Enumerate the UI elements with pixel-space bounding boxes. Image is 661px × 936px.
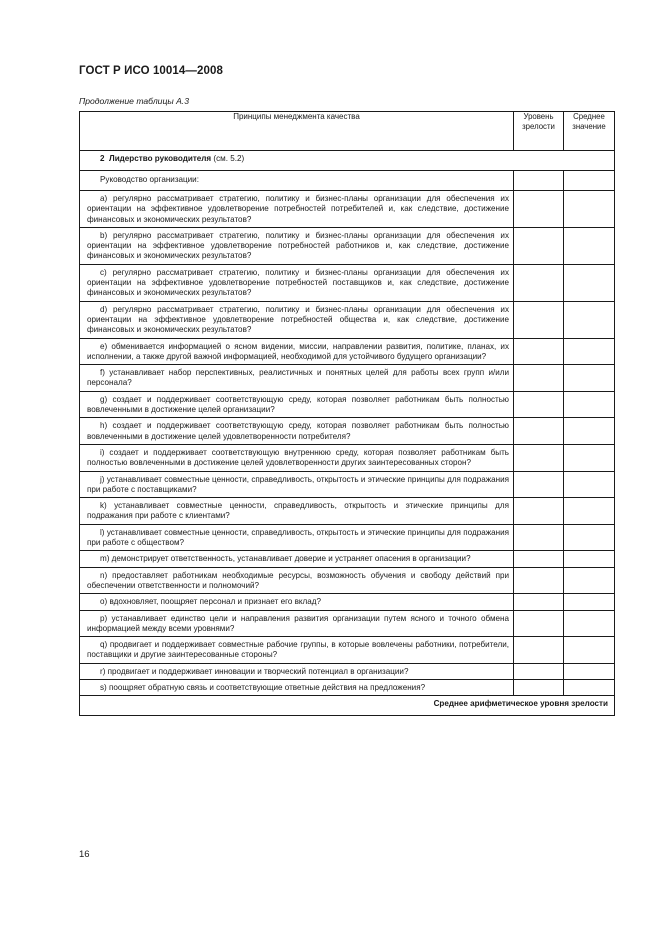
principle-question: d) регулярно рассматривает стратегию, политику и бизнес-планы организации для обеспечения их ориентации на эффективное удовлетворение потребностей общества и, как следствие, достижение финансовых и экономических результатов? — [80, 301, 514, 338]
average-maturity-label: Среднее арифметическое уровня зрелости — [80, 696, 615, 716]
average-value-cell — [564, 227, 615, 264]
table-row — [80, 301, 615, 338]
maturity-level-cell[interactable] — [514, 338, 564, 365]
table-row — [80, 418, 615, 445]
items-body — [80, 191, 615, 696]
header-maturity-level: Уровень зрелости — [514, 112, 564, 151]
maturity-level-cell[interactable] — [514, 418, 564, 445]
principle-question: s) поощряет обратную связь и соответствующие ответные действия на предложения? — [80, 679, 514, 695]
average-value-cell — [564, 391, 615, 418]
page-number: 16 — [79, 849, 90, 860]
average-value-cell — [564, 551, 615, 567]
principle-question: q) продвигает и поддерживает совместные рабочие группы, в которые вовлечены работники, потребители, поставщики и другие заинтересованные стороны? — [80, 637, 514, 664]
table-row — [80, 524, 615, 551]
header-principles: Принципы менеджмента качества — [80, 112, 514, 151]
footer-row — [80, 696, 615, 716]
table-row — [80, 365, 615, 392]
maturity-level-cell[interactable] — [514, 171, 564, 191]
table-row — [80, 551, 615, 567]
table-row — [80, 663, 615, 679]
average-value-cell — [564, 498, 615, 525]
principle-question: k) устанавливает совместные ценности, справедливость, открытость и этические принципы для подражания при работе с клиентами? — [80, 498, 514, 525]
intro-row — [80, 171, 615, 191]
table-row — [80, 471, 615, 498]
maturity-table — [79, 111, 615, 716]
principle-question: i) создает и поддерживает соответствующую внутреннюю среду, которая позволяет работникам быть полностью вовлеченными в достижение целей удовлетворенности других заинтересованных сторон? — [80, 444, 514, 471]
section-ref: (см. 5.2) — [213, 154, 245, 163]
average-value-cell — [564, 191, 615, 228]
table-row — [80, 610, 615, 637]
maturity-level-cell[interactable] — [514, 301, 564, 338]
principle-question: p) устанавливает единство цели и направления развития организации путем ясного и точного обмена информацией между всеми уровнями? — [80, 610, 514, 637]
maturity-level-cell[interactable] — [514, 365, 564, 392]
section-number: 2 — [100, 154, 105, 163]
principle-question: f) устанавливает набор перспективных, реалистичных и понятных целей для работы всех групп и/или персонала? — [80, 365, 514, 392]
principle-question: n) предоставляет работникам необходимые ресурсы, возможность обучения и свободу действий при обеспечении ответственности и полномочий? — [80, 567, 514, 594]
average-value-cell — [564, 610, 615, 637]
maturity-level-cell[interactable] — [514, 663, 564, 679]
average-value-cell — [564, 471, 615, 498]
principle-question: l) устанавливает совместные ценности, справедливость, открытость и этические принципы для подражания при работе с обществом? — [80, 524, 514, 551]
section-name: Лидерство руководителя — [109, 154, 212, 163]
principle-question: а) регулярно рассматривает стратегию, политику и бизнес-планы организации для обеспечения их ориентации на эффективное удовлетворение потребностей потребителей и, как следствие, достижение финансовых и экономических результатов? — [80, 191, 514, 228]
principle-question: m) демонстрирует ответственность, устанавливает доверие и устраняет опасения в организации? — [80, 551, 514, 567]
average-value-cell — [564, 444, 615, 471]
average-value-cell — [564, 171, 615, 191]
principle-question: g) создает и поддерживает соответствующую среду, которая позволяет работникам быть полностью вовлеченными в достижение целей организации? — [80, 391, 514, 418]
section-heading — [80, 151, 615, 171]
average-value-cell — [564, 567, 615, 594]
average-value-cell — [564, 679, 615, 695]
principle-question: o) вдохновляет, поощряет персонал и признает его вклад? — [80, 594, 514, 610]
maturity-level-cell[interactable] — [514, 637, 564, 664]
maturity-level-cell[interactable] — [514, 594, 564, 610]
table-row — [80, 264, 615, 301]
table-row — [80, 338, 615, 365]
principle-question: j) устанавливает совместные ценности, справедливость, открытость и этические принципы для подражания при работе с поставщиками? — [80, 471, 514, 498]
table-header-row — [80, 112, 615, 151]
table-row — [80, 191, 615, 228]
table-row — [80, 594, 615, 610]
average-value-cell — [564, 338, 615, 365]
average-value-cell — [564, 637, 615, 664]
section-row — [80, 151, 615, 171]
principle-question: r) продвигает и поддерживает инновации и творческий потенциал в организации? — [80, 663, 514, 679]
table-row — [80, 637, 615, 664]
principle-question: c) регулярно рассматривает стратегию, политику и бизнес-планы организации для обеспечения их ориентации на эффективное удовлетворение потребностей поставщиков и, как следствие, достижение финансовых и экономических результатов? — [80, 264, 514, 301]
maturity-level-cell[interactable] — [514, 498, 564, 525]
intro-text: Руководство организации: — [80, 171, 514, 191]
document-title: ГОСТ Р ИСО 10014—2008 — [79, 65, 224, 77]
header-average-value: Среднее значение — [564, 112, 615, 151]
maturity-level-cell[interactable] — [514, 524, 564, 551]
principle-question: h) создает и поддерживает соответствующую среду, которая позволяет работникам быть полностью вовлеченными в достижение целей удовлетворенности потребителя? — [80, 418, 514, 445]
maturity-level-cell[interactable] — [514, 610, 564, 637]
table-row — [80, 227, 615, 264]
average-value-cell — [564, 301, 615, 338]
principle-question: b) регулярно рассматривает стратегию, политику и бизнес-планы организации для обеспечения их ориентации на эффективное удовлетворение потребностей работников и, как следствие, достижение финансовых и экономических результатов? — [80, 227, 514, 264]
maturity-level-cell[interactable] — [514, 191, 564, 228]
maturity-level-cell[interactable] — [514, 471, 564, 498]
maturity-level-cell[interactable] — [514, 227, 564, 264]
maturity-level-cell[interactable] — [514, 264, 564, 301]
maturity-level-cell[interactable] — [514, 679, 564, 695]
table-row — [80, 444, 615, 471]
table-row — [80, 679, 615, 695]
average-value-cell — [564, 365, 615, 392]
principle-question: e) обменивается информацией о ясном видении, миссии, направлении развития, политике, планах, их исполнении, а также другой важной информацией, необходимой для устойчивого будущего организации? — [80, 338, 514, 365]
table-row — [80, 498, 615, 525]
average-value-cell — [564, 524, 615, 551]
table-row — [80, 391, 615, 418]
average-value-cell — [564, 663, 615, 679]
maturity-level-cell[interactable] — [514, 444, 564, 471]
maturity-level-cell[interactable] — [514, 391, 564, 418]
table-row — [80, 567, 615, 594]
table-caption: Продолжение таблицы А.3 — [79, 96, 189, 106]
maturity-level-cell[interactable] — [514, 551, 564, 567]
average-value-cell — [564, 418, 615, 445]
maturity-level-cell[interactable] — [514, 567, 564, 594]
average-value-cell — [564, 594, 615, 610]
average-value-cell — [564, 264, 615, 301]
